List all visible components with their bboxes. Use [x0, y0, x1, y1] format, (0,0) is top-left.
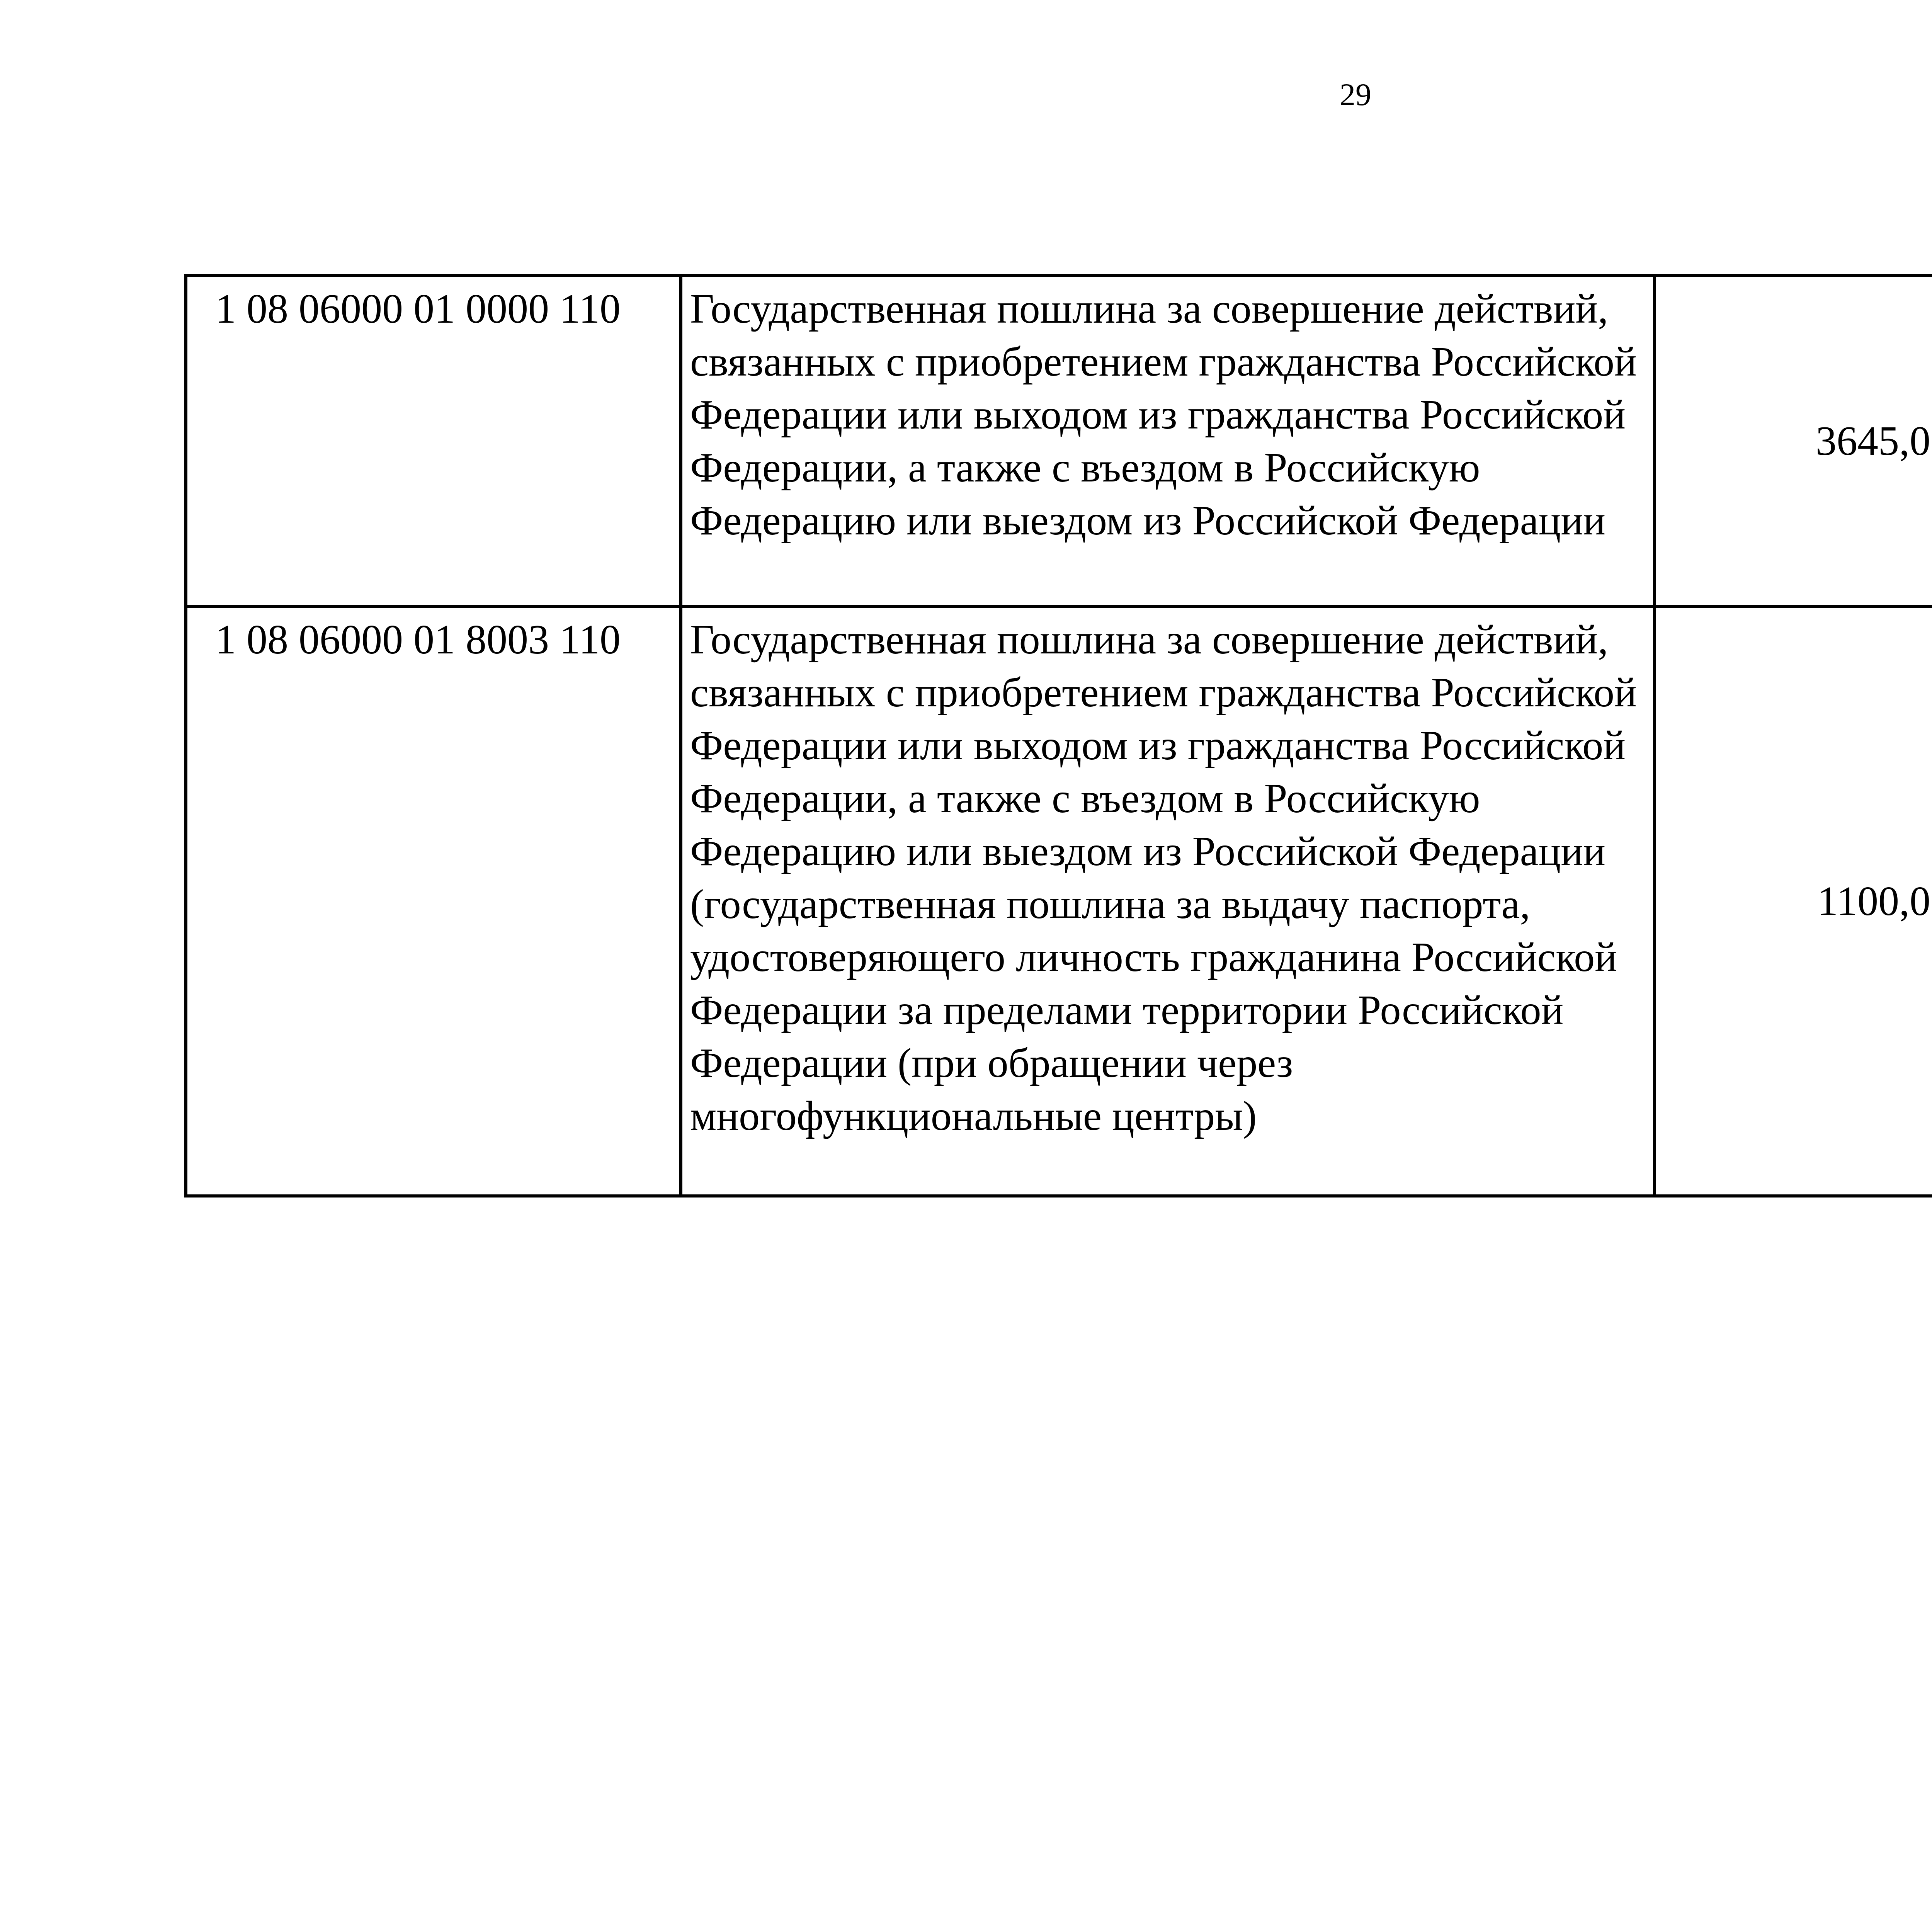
amount-cell-1: 1100,0: [1655, 606, 1932, 1196]
description-line: многофункциональные центры): [690, 1093, 1257, 1139]
description-line: Федерации, а также с въездом в Российскую: [690, 445, 1480, 491]
description-line: связанных с приобретением гражданства Российской: [690, 670, 1637, 716]
revenue-description: [681, 276, 1655, 606]
description-line: Федерацию или выездом из Российской Федерации: [690, 828, 1605, 874]
table-row: [186, 276, 1932, 606]
description-line: Государственная пошлина за совершение действий,: [690, 617, 1609, 663]
description-line: Государственная пошлина за совершение действий,: [690, 286, 1609, 332]
description-line: Федерации или выходом из гражданства Российской: [690, 392, 1626, 438]
description-line: Федерации за пределами территории Российской: [690, 987, 1564, 1033]
description-line: Федерации (при обращении через: [690, 1040, 1293, 1086]
description-line: Федерации или выходом из гражданства Российской: [690, 723, 1626, 769]
description-line: Федерацию или выездом из Российской Федерации: [690, 498, 1605, 544]
budget-classification-code: 1 08 06000 01 8003 110: [186, 606, 681, 1196]
description-line: удостоверяющего личность гражданина Российской: [690, 934, 1617, 980]
budget-classification-code: 1 08 06000 01 0000 110: [186, 276, 681, 606]
budget-revenue-table: [184, 274, 1932, 1197]
description-line: Федерации, а также с въездом в Российскую: [690, 776, 1480, 822]
description-line: (государственная пошлина за выдачу паспорта,: [690, 881, 1531, 927]
page-number: 29: [1340, 77, 1371, 112]
amount-cell-1: 3645,0: [1655, 276, 1932, 606]
table-row: [186, 606, 1932, 1196]
description-line: связанных с приобретением гражданства Российской: [690, 339, 1637, 385]
revenue-description: [681, 606, 1655, 1196]
